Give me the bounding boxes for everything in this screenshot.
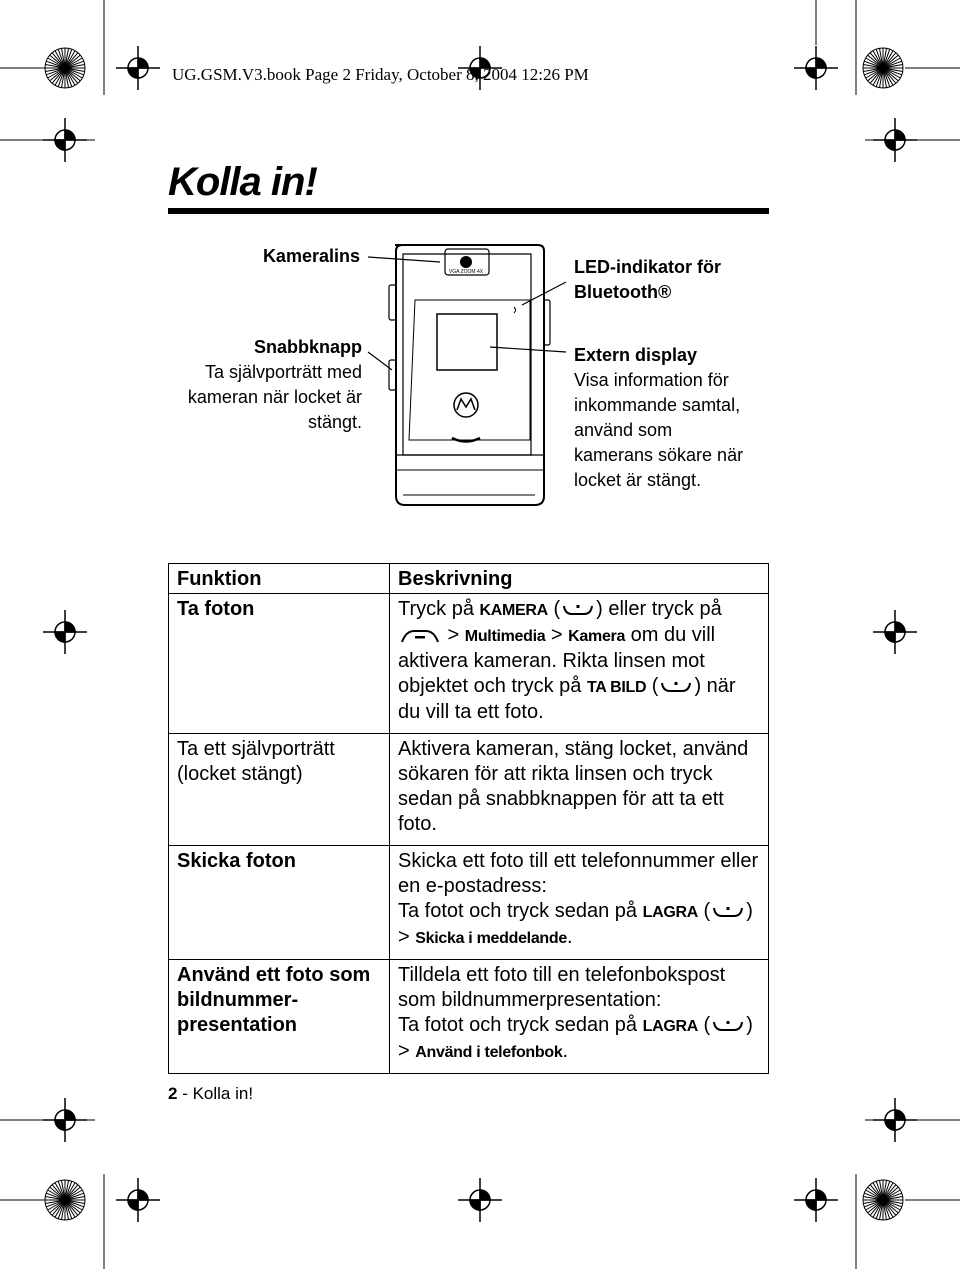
- row-description: Aktivera kameran, stäng locket, använd sökaren för att rikta linsen och tryck sedan på snabbknappen för att ta ett foto.: [390, 734, 769, 846]
- row-description: Tilldela ett foto till en telefonbokspost som bildnummerpresentation: Ta fotot och tryck sedan på LAGRA ( ) > Använd i telefonbok.: [390, 960, 769, 1074]
- softkey-right-icon: [660, 680, 692, 694]
- menu-item-label: Kamera: [568, 628, 626, 645]
- page-number: 2: [168, 1084, 178, 1103]
- key-label: TA BILD: [586, 679, 647, 696]
- callout-quick-key-desc: Ta självporträtt med kameran när locket är stängt.: [187, 362, 362, 432]
- registration-target-icon: [43, 1098, 87, 1142]
- page-footer: 2 - Kolla in!: [168, 1084, 254, 1103]
- registration-target-icon: [43, 610, 87, 654]
- registration-target-icon: [458, 1178, 502, 1222]
- callout-quick-key-title: Snabbknapp: [253, 337, 362, 357]
- registration-target-icon: [873, 1098, 917, 1142]
- menu-item-label: Multimedia: [464, 628, 546, 645]
- callout-led-title: LED-indikator för Bluetooth®: [574, 257, 721, 302]
- registration-target-icon: [794, 1178, 838, 1222]
- page-title: Kolla in!: [168, 160, 317, 204]
- callout-leaders: [0, 0, 960, 520]
- menu-item-label: Skicka i meddelande: [415, 930, 567, 947]
- table-row: [169, 846, 769, 960]
- softkey-right-icon: [562, 603, 594, 617]
- row-description: Tryck på KAMERA ( ) eller tryck på > Multimedia > Kamera om du vill aktivera kameran. Rikta linsen mot objektet och tryck på TA BILD ( ) när du vill ta ett foto.: [390, 594, 769, 734]
- key-label: LAGRA: [642, 904, 698, 921]
- callout-camera-lens: Kameralins: [262, 246, 360, 266]
- table-row: [169, 734, 769, 846]
- softkey-right-icon: [712, 1019, 744, 1033]
- menu-key-icon: [400, 628, 440, 644]
- starburst-mark-icon: [45, 1180, 85, 1220]
- softkey-right-icon: [712, 905, 744, 919]
- table-row: [169, 594, 769, 734]
- table-row: [169, 960, 769, 1074]
- book-header: UG.GSM.V3.book Page 2 Friday, October 8, 2004 12:26 PM: [172, 65, 589, 84]
- row-function: Ta ett självporträtt (locket stängt): [169, 734, 390, 846]
- header-description: Beskrivning: [390, 564, 769, 594]
- row-function: Använd ett foto som bildnummer-presentation: [177, 964, 371, 1036]
- key-label: LAGRA: [642, 1018, 698, 1035]
- key-label: KAMERA: [479, 602, 548, 619]
- registration-target-icon: [116, 1178, 160, 1222]
- feature-table: [168, 563, 769, 1074]
- registration-target-icon: [873, 610, 917, 654]
- table-header-row: [169, 564, 769, 594]
- row-function: Skicka foton: [177, 850, 296, 872]
- callout-ext-display-title: Extern display: [574, 345, 698, 365]
- header-function: Funktion: [169, 564, 390, 594]
- starburst-mark-icon: [863, 1180, 903, 1220]
- row-description: Skicka ett foto till ett telefonnummer eller en e-postadress: Ta fotot och tryck sedan på LAGRA ( ) > Skicka i meddelande.: [390, 846, 769, 960]
- footer-section: Kolla in!: [192, 1084, 254, 1103]
- menu-item-label: Använd i telefonbok: [415, 1044, 563, 1061]
- callout-ext-display-desc: Visa information för inkommande samtal, använd som kamerans sökare när locket är stängt.: [574, 370, 744, 490]
- camera-label: VGA ZOOM 4X: [448, 269, 484, 275]
- row-function: Ta foton: [177, 598, 255, 620]
